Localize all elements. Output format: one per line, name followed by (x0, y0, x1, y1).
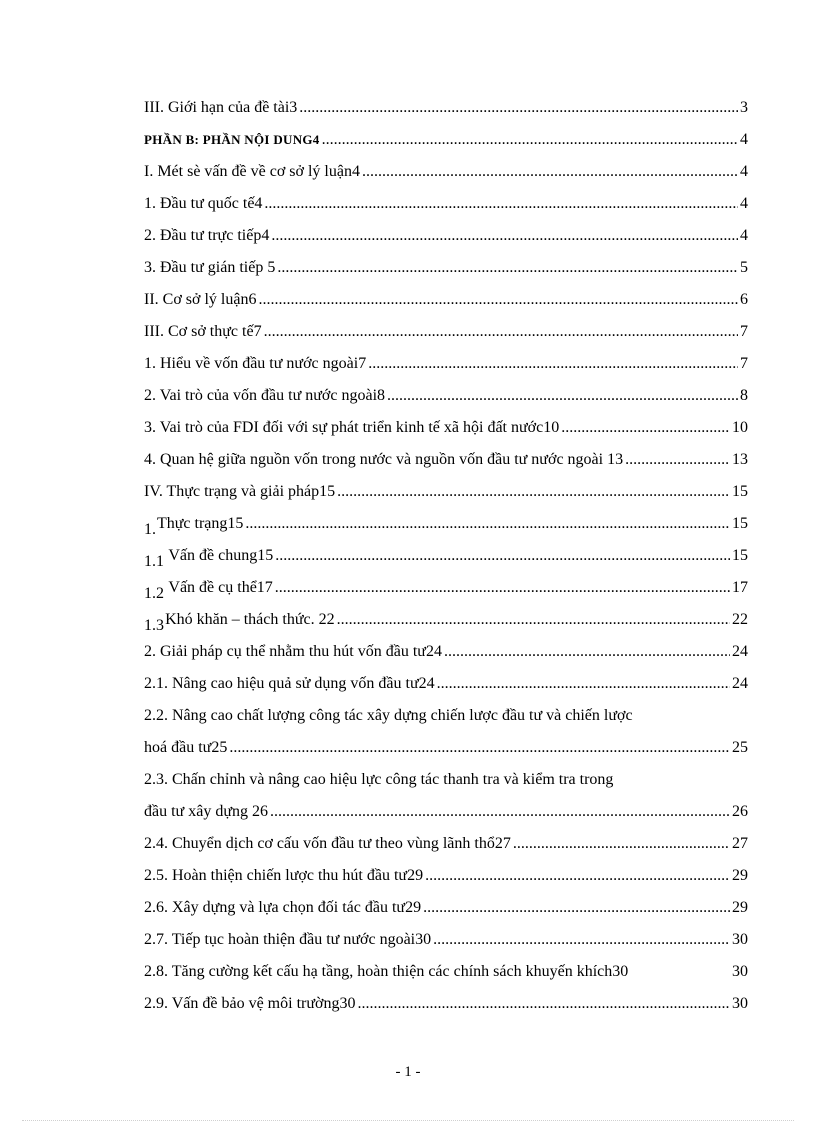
toc-page-number: 4 (740, 227, 748, 244)
toc-entry-title: 2.9. Vấn đề bảo vệ môi trường30 (144, 995, 356, 1012)
toc-page-number: 15 (732, 483, 748, 500)
toc-leader-dots (423, 898, 730, 918)
toc-entry (144, 322, 748, 342)
toc-entry (144, 194, 748, 214)
toc-page-number: 15 (732, 547, 748, 564)
toc-entry (144, 546, 748, 570)
toc-leader-dots (357, 994, 730, 1014)
toc-leader-dots (277, 258, 738, 278)
toc-leader-dots (264, 194, 738, 214)
toc-entry-title: III. Giới hạn của đề tài3 (144, 99, 298, 116)
toc-entry (144, 354, 748, 374)
toc-entry (144, 770, 748, 790)
toc-entry-title: Thực trạng15 (156, 515, 244, 532)
toc-page-number: 29 (732, 867, 748, 884)
toc-entry-title: 3. Đầu tư gián tiếp 5 (144, 259, 276, 276)
page-border (22, 1120, 794, 1121)
toc-entry (144, 706, 748, 726)
toc-entry-number: 1.1 (144, 553, 164, 570)
toc-page-number: 30 (732, 931, 748, 948)
toc-entry (144, 418, 748, 438)
toc-entry (144, 514, 748, 538)
page-number: - 1 - (395, 1064, 421, 1080)
toc-page-number: 3 (740, 99, 748, 116)
toc-entry (144, 258, 748, 278)
toc-leader-dots (425, 866, 730, 886)
toc-page-number: 7 (740, 323, 748, 340)
toc-leader-dots (258, 290, 738, 310)
toc-entry-title: 2. Đầu tư trực tiếp4 (144, 227, 270, 244)
toc-leader-dots (270, 802, 730, 822)
toc-page-number: 29 (732, 899, 748, 916)
toc-leader-dots (437, 674, 730, 694)
toc-leader-dots (275, 546, 730, 566)
toc-entry-title: 2.5. Hoàn thiện chiến lược thu hút đầu tư29 (144, 867, 424, 884)
toc-entry (144, 482, 748, 502)
toc-entry-title: III. Cơ sở thực tế7 (144, 323, 262, 340)
toc-entry-number: 1.2 (144, 585, 164, 602)
toc-page-number: 5 (740, 259, 748, 276)
toc-entry-title: 2.7. Tiếp tục hoàn thiện đầu tư nước ngoài30 (144, 931, 432, 948)
toc-page-number: 6 (740, 291, 748, 308)
toc-page-number: 10 (732, 419, 748, 436)
toc-leader-dots (444, 642, 730, 662)
toc-entry (144, 962, 748, 982)
toc-entry (144, 610, 748, 634)
toc-entry-title: đầu tư xây dựng 26 (144, 803, 268, 820)
toc-page-number: 25 (732, 739, 748, 756)
toc-leader-dots (299, 98, 738, 118)
toc-leader-dots (513, 834, 730, 854)
toc-entry-title: 2.3. Chấn chỉnh và nâng cao hiệu lực công tác thanh tra và kiểm tra trong (144, 771, 614, 788)
toc-entry-title: Khó khăn – thách thức. 22 (165, 611, 335, 628)
toc-entry (144, 578, 748, 602)
toc-entry (144, 802, 748, 822)
toc-entry-number: 1. (144, 521, 156, 538)
toc-entry (144, 930, 748, 950)
toc-page-number: 7 (740, 355, 748, 372)
toc-entry (144, 386, 748, 406)
toc-entry (144, 674, 748, 694)
toc-page-number: 30 (732, 995, 748, 1012)
toc-leader-dots (322, 130, 738, 150)
toc-entry-title: 3. Vai trò của FDI đối với sự phát triển kinh tế xã hội đất nước10 (144, 419, 560, 436)
toc-entry-title: I. Mét sè vấn đề về cơ sở lý luận4 (144, 163, 360, 180)
toc-entry-title: hoá đầu tư25 (144, 739, 228, 756)
toc-leader-dots (433, 930, 730, 950)
toc-entry-title: 4. Quan hệ giữa nguồn vốn trong nước và nguồn vốn đầu tư nước ngoài 13 (144, 451, 624, 468)
toc-entry (144, 226, 748, 246)
toc-entry-title: 2. Vai trò của vốn đầu tư nước ngoài8 (144, 387, 386, 404)
toc-entry (144, 866, 748, 886)
toc-leader-dots (264, 322, 738, 342)
toc-entry (144, 98, 748, 118)
toc-page-number: 22 (732, 611, 748, 628)
toc-page-number: 24 (732, 675, 748, 692)
toc-entry (144, 290, 748, 310)
toc-page-number: 4 (740, 163, 748, 180)
toc-entry-title: II. Cơ sở lý luận6 (144, 291, 257, 308)
toc-entry (144, 130, 748, 150)
toc-page-number: 4 (740, 131, 748, 148)
toc-entry (144, 642, 748, 662)
toc-entry-title: IV. Thực trạng và giải pháp15 (144, 483, 336, 500)
toc-page-number: 27 (732, 835, 748, 852)
toc-page-number: 17 (732, 579, 748, 596)
toc-leader-dots (337, 610, 730, 630)
toc-entry-title: Vấn đề chung15 (168, 547, 274, 564)
toc-entry (144, 994, 748, 1014)
toc-entry-title: 2.6. Xây dựng và lựa chọn đối tác đầu tư29 (144, 899, 422, 916)
toc-entry (144, 834, 748, 854)
toc-leader-dots (625, 450, 730, 470)
toc-entry (144, 898, 748, 918)
toc-page-number: 13 (732, 451, 748, 468)
toc-page-number: 30 (732, 963, 748, 980)
toc-leader-dots (275, 578, 730, 598)
toc-page-number: 15 (732, 515, 748, 532)
toc-leader-dots (337, 482, 730, 502)
toc-entry-title: 2.8. Tăng cường kết cấu hạ tầng, hoàn thiện các chính sách khuyến khích30 (144, 963, 629, 980)
toc-entry-title: 2. Giải pháp cụ thể nhằm thu hút vốn đầu tư24 (144, 643, 442, 660)
toc-entry-title: Vấn đề cụ thể17 (168, 579, 273, 596)
toc-entry-title: PHẦN B: PHẦN NỘI DUNG4 (144, 132, 320, 147)
toc-entry-title: 2.1. Nâng cao hiệu quả sử dụng vốn đầu tư24 (144, 675, 435, 692)
toc-page-number: 4 (740, 195, 748, 212)
toc-entry (144, 738, 748, 758)
toc-leader-dots (362, 162, 738, 182)
toc-entry-number: 1.3 (144, 617, 164, 634)
toc-page-number: 8 (740, 387, 748, 404)
toc-leader-dots (561, 418, 730, 438)
toc-page-number: 24 (732, 643, 748, 660)
toc-leader-dots (245, 514, 730, 534)
toc-page-number: 26 (732, 803, 748, 820)
toc-leader-dots (229, 738, 730, 758)
toc-leader-dots (368, 354, 738, 374)
toc-entry-title: 1. Đầu tư quốc tế4 (144, 195, 263, 212)
toc-entry (144, 450, 748, 470)
toc-leader-dots (271, 226, 738, 246)
toc-entry-title: 2.4. Chuyển dịch cơ cấu vốn đầu tư theo vùng lãnh thổ27 (144, 835, 511, 852)
page-footer (0, 1064, 816, 1081)
toc-entry (144, 162, 748, 182)
toc-entry-title: 2.2. Nâng cao chất lượng công tác xây dựng chiến lược đầu tư và chiến lược (144, 707, 633, 724)
toc-entry-title: 1. Hiểu về vốn đầu tư nước ngoài7 (144, 355, 367, 372)
toc-leader-dots (387, 386, 738, 406)
